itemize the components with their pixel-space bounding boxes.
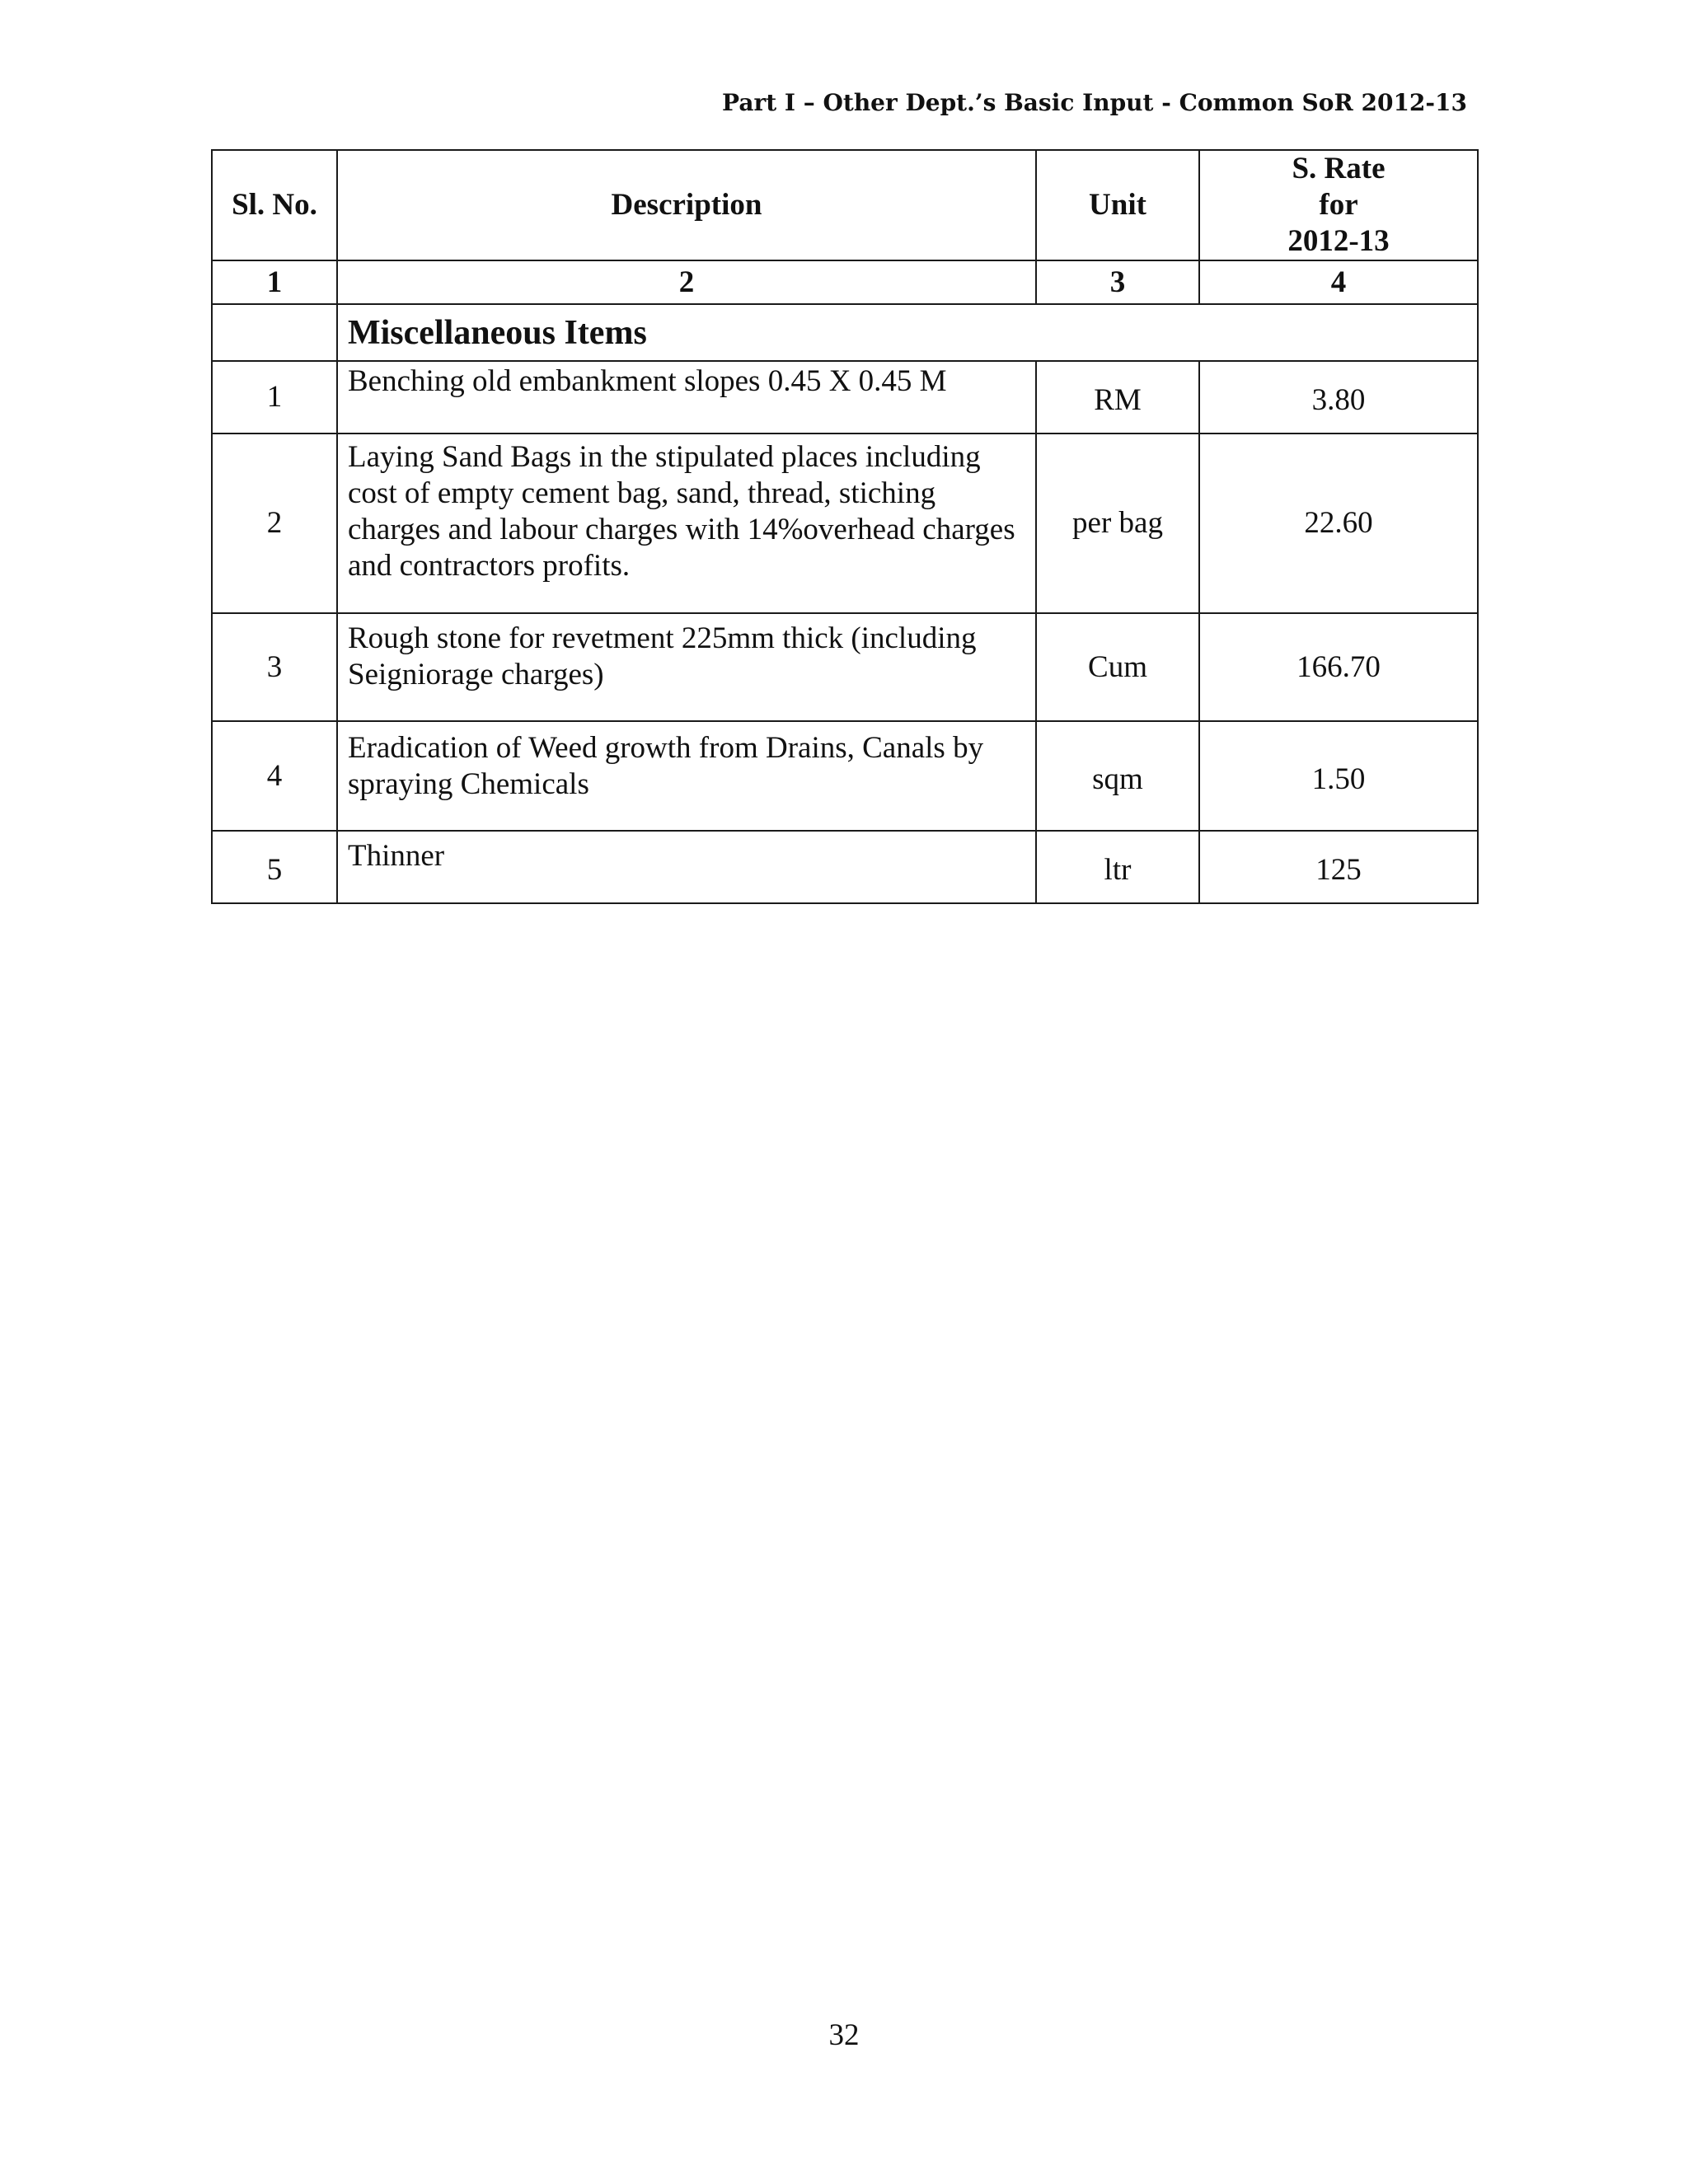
sl-no-cell: 2 <box>212 434 337 613</box>
column-number: 3 <box>1036 260 1199 304</box>
column-header-description: Description <box>337 150 1036 260</box>
table-row <box>212 721 1478 831</box>
rate-cell: 166.70 <box>1199 613 1478 721</box>
table-row <box>212 613 1478 721</box>
rate-cell: 3.80 <box>1199 361 1478 434</box>
schedule-of-rates-table <box>211 149 1479 904</box>
description-cell: Laying Sand Bags in the stipulated places including cost of empty cement bag, sand, thread, stiching charges and labour charges with 14%overhead charges and contractors profits. <box>337 434 1036 613</box>
table-row <box>212 434 1478 613</box>
sl-no-cell: 3 <box>212 613 337 721</box>
section-blank-cell <box>212 304 337 361</box>
running-header: Part I – Other Dept.’s Basic Input - Common SoR 2012-13 <box>722 89 1467 116</box>
table-row <box>212 831 1478 903</box>
table-row <box>212 361 1478 434</box>
column-number: 2 <box>337 260 1036 304</box>
rate-cell: 22.60 <box>1199 434 1478 613</box>
section-row <box>212 304 1478 361</box>
description-cell: Rough stone for revetment 225mm thick (including Seigniorage charges) <box>337 613 1036 721</box>
sl-no-cell: 1 <box>212 361 337 434</box>
column-header-sl-no: Sl. No. <box>212 150 337 260</box>
unit-cell: per bag <box>1036 434 1199 613</box>
section-title: Miscellaneous Items <box>337 304 1478 361</box>
sl-no-cell: 5 <box>212 831 337 903</box>
column-number-row <box>212 260 1478 304</box>
description-cell: Eradication of Weed growth from Drains, Canals by spraying Chemicals <box>337 721 1036 831</box>
page-number: 32 <box>828 2018 860 2052</box>
unit-cell: RM <box>1036 361 1199 434</box>
column-header-row <box>212 150 1478 260</box>
rate-cell: 125 <box>1199 831 1478 903</box>
sl-no-cell: 4 <box>212 721 337 831</box>
unit-cell: ltr <box>1036 831 1199 903</box>
description-cell: Thinner <box>337 831 1036 903</box>
description-cell: Benching old embankment slopes 0.45 X 0.45 M <box>337 361 1036 434</box>
unit-cell: Cum <box>1036 613 1199 721</box>
column-number: 4 <box>1199 260 1478 304</box>
column-header-unit: Unit <box>1036 150 1199 260</box>
column-number: 1 <box>212 260 337 304</box>
column-header-rate: S. Rate for 2012-13 <box>1199 150 1478 260</box>
rate-cell: 1.50 <box>1199 721 1478 831</box>
unit-cell: sqm <box>1036 721 1199 831</box>
